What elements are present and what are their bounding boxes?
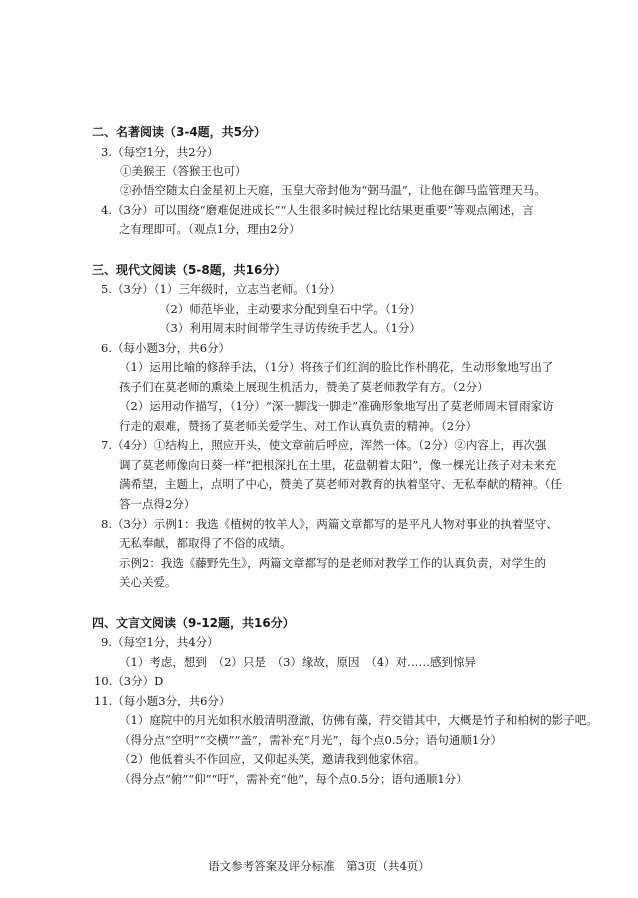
answer-line: 8.（3分）示例1：我选《植树的牧羊人》，两篇文章都写的是平凡人物对事业的执着坚守、	[101, 517, 558, 531]
answer-line: （2）他低着头不作回应，又仰起头笑，邀请我到他家休宿。	[119, 752, 426, 766]
answer-line: （3）利用周末时间带学生寻访传统手艺人。（1分）	[159, 321, 421, 335]
answer-line: （1）运用比喻的修辞手法，（1分）将孩子们红润的脸比作朴鹃花，生动形象地写出了	[119, 360, 554, 374]
section-2-heading: 二、名著阅读（3-4题，共5分）	[92, 125, 267, 139]
answer-line: 11.（每小题3分，共6分）	[94, 694, 231, 708]
answer-line: （2）师范毕业，主动要求分配到皇石中学。（1分）	[159, 302, 421, 316]
answer-line: 10.（3分）D	[94, 674, 164, 688]
section-4-heading: 四、文言文阅读（9-12题，共16分）	[92, 616, 295, 630]
answer-line: （得分点“俯”“仰”“吁”，需补充“他”，每个点0.5分；语句通顺1分）	[119, 772, 468, 786]
answer-line: 满希望，主题上，点明了中心，赞美了莫老师对教育的执着坚守、无私奉献的精神。（任	[119, 477, 562, 491]
answer-line: 7.（4分）①结构上，照应开头，使文章前后呼应，浑然一体。（2分）②内容上，再次强	[101, 438, 547, 452]
answer-line: 无私奉献，都取得了不俗的成绩。	[119, 536, 292, 550]
answer-line: 行走的艰难，赞扬了莫老师关爱学生、对工作认真负责的精神。（2分）	[119, 419, 478, 433]
page-footer: 语文参考答案及评分标准 第3页（共4页）	[208, 859, 430, 873]
answer-line: 答一点得2分）	[119, 497, 196, 511]
answer-line: 孩子们在莫老师的熏染上展现生机活力，赞美了莫老师教学有方。（2分）	[119, 380, 489, 394]
answer-line: 之有理即可。（观点1分，理由2分）	[119, 222, 301, 236]
answer-line: 3.（每空1分，共2分）	[101, 145, 219, 159]
answer-line: （1）庭院中的月光如积水般清明澄澈，仿佛有藻，荇交错其中，大概是竹子和柏树的影子吧。	[119, 713, 598, 727]
answer-line: 关心关爱。	[119, 575, 177, 589]
answer-line: （得分点“空明”“交横”“盖”，需补充“月光”，每个点0.5分；语句通顺1分）	[119, 733, 503, 747]
answer-line: （1）考虑，想到 （2）只是 （3）缘故，原因 （4）对……感到惊异	[119, 655, 477, 669]
answer-line: 9.（每空1分，共4分）	[101, 635, 219, 649]
section-3-heading: 三、现代文阅读（5-8题，共16分）	[92, 263, 287, 277]
answer-line: 示例2：我选《藤野先生》，两篇文章都写的是老师对教学工作的认真负责，对学生的	[119, 556, 547, 570]
answer-line: ①美猴王（答猴王也可）	[120, 164, 247, 178]
answer-line: （2）运用动作描写，（1分）“深一脚浅一脚走”准确形象地写出了莫老师周末冒雨家访	[119, 399, 554, 413]
answer-line: 5.（3分）（1）三年级时，立志当老师。（1分）	[101, 282, 341, 296]
answer-line: 4.（3分）可以围绕“磨难促进成长”“人生很多时候过程比结果更重要”等观点阐述，言	[101, 203, 534, 217]
answer-line: ②孙悟空随太白金星初上天庭，玉皇大帝封他为“弼马温”，让他在御马监管理天马。	[120, 183, 546, 197]
answer-line: 6.（每小题3分，共6分）	[101, 341, 231, 355]
answer-line: 调了莫老师像向日葵一样“把根深扎在土里，花盘朝着太阳”，像一棵光让孩子对未来充	[119, 458, 557, 472]
